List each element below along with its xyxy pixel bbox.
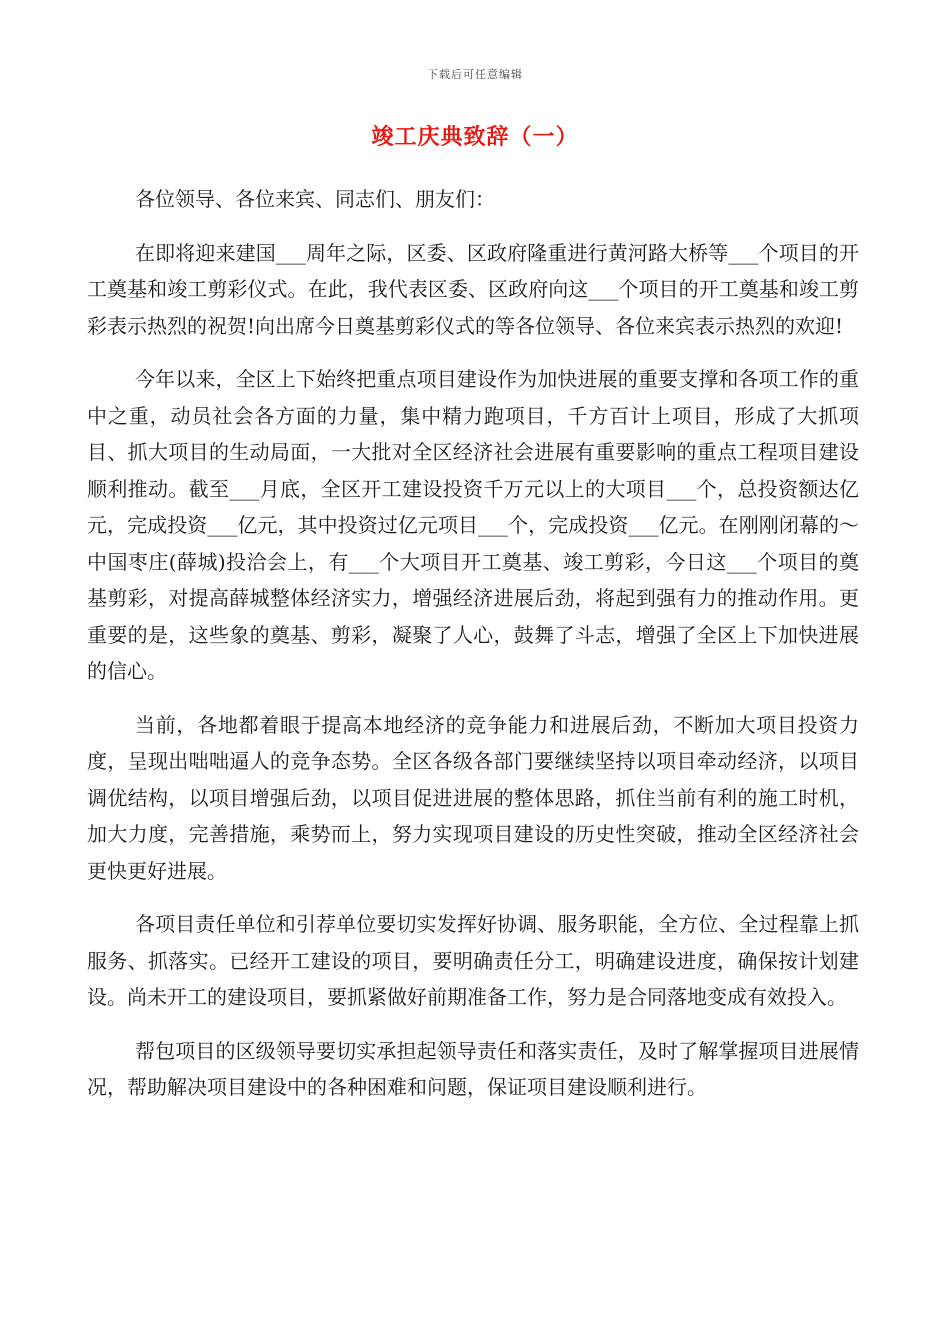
- paragraph: 各项目责任单位和引荐单位要切实发挥好协调、服务职能，全方位、全过程靠上抓服务、抓落实。已经开工建设的项目，要明确责任分工，明确建设进度，确保按计划建设。尚未开工的建设项目，要抓紧做好前期准备工作，努力是合同落地变成有效投入。: [87, 912, 859, 1009]
- paragraph: 在即将迎来建国___周年之际，区委、区政府隆重进行黄河路大桥等___个项目的开工奠基和竣工剪彩仪式。在此，我代表区委、区政府向这___个项目的开工奠基和竣工剪彩表示热烈的祝贺!向出席今日奠基剪彩仪式的等各位领导、各位来宾表示热烈的欢迎!: [87, 240, 859, 338]
- document-title: 竣工庆典致辞（一）: [371, 124, 579, 150]
- paragraph: 今年以来，全区上下始终把重点项目建设作为加快进展的重要支撑和各项工作的重中之重，动员社会各方面的力量，集中精力跑项目，千方百计上项目，形成了大抓项目、抓大项目的生动局面，一大批对全区经济社会进展有重要影响的重点工程项目建设顺利推动。截至___月底，全区开工建设投资千万元以上的大项目___个，总投资额达亿元，完成投资___亿元，其中投资过亿元项目___个，完成投资___亿元。在刚刚闭幕的～中国枣庄(薛城)投洽会上，有___个大项目开工奠基、竣工剪彩，今日这___个项目的奠基剪彩，对提高薛城整体经济实力，增强经济进展后劲，将起到强有力的推动作用。更重要的是，这些象的奠基、剪彩，凝聚了人心，鼓舞了斗志，增强了全区上下加快进展的信心。: [87, 367, 859, 683]
- greeting-line: 各位领导、各位来宾、同志们、朋友们：: [135, 187, 495, 211]
- document-body: [87, 181, 859, 1123]
- paragraph: 当前，各地都着眼于提高本地经济的竞争能力和进展后劲，不断加大项目投资力度，呈现出咄咄逼人的竞争态势。全区各级各部门要继续坚持以项目牵动经济，以项目调优结构，以项目增强后劲，以项目促进进展的整体思路，抓住当前有利的施工时机，加大力度，完善措施，乘势而上，努力实现项目建设的历史性突破，推动全区经济社会更快更好进展。: [87, 712, 859, 883]
- paragraph: 帮包项目的区级领导要切实承担起领导责任和落实责任，及时了解掌握项目进展情况，帮助解决项目建设中的各种困难和问题，保证项目建设顺利进行。: [87, 1038, 859, 1099]
- header-note: 下载后可任意编辑: [427, 68, 523, 81]
